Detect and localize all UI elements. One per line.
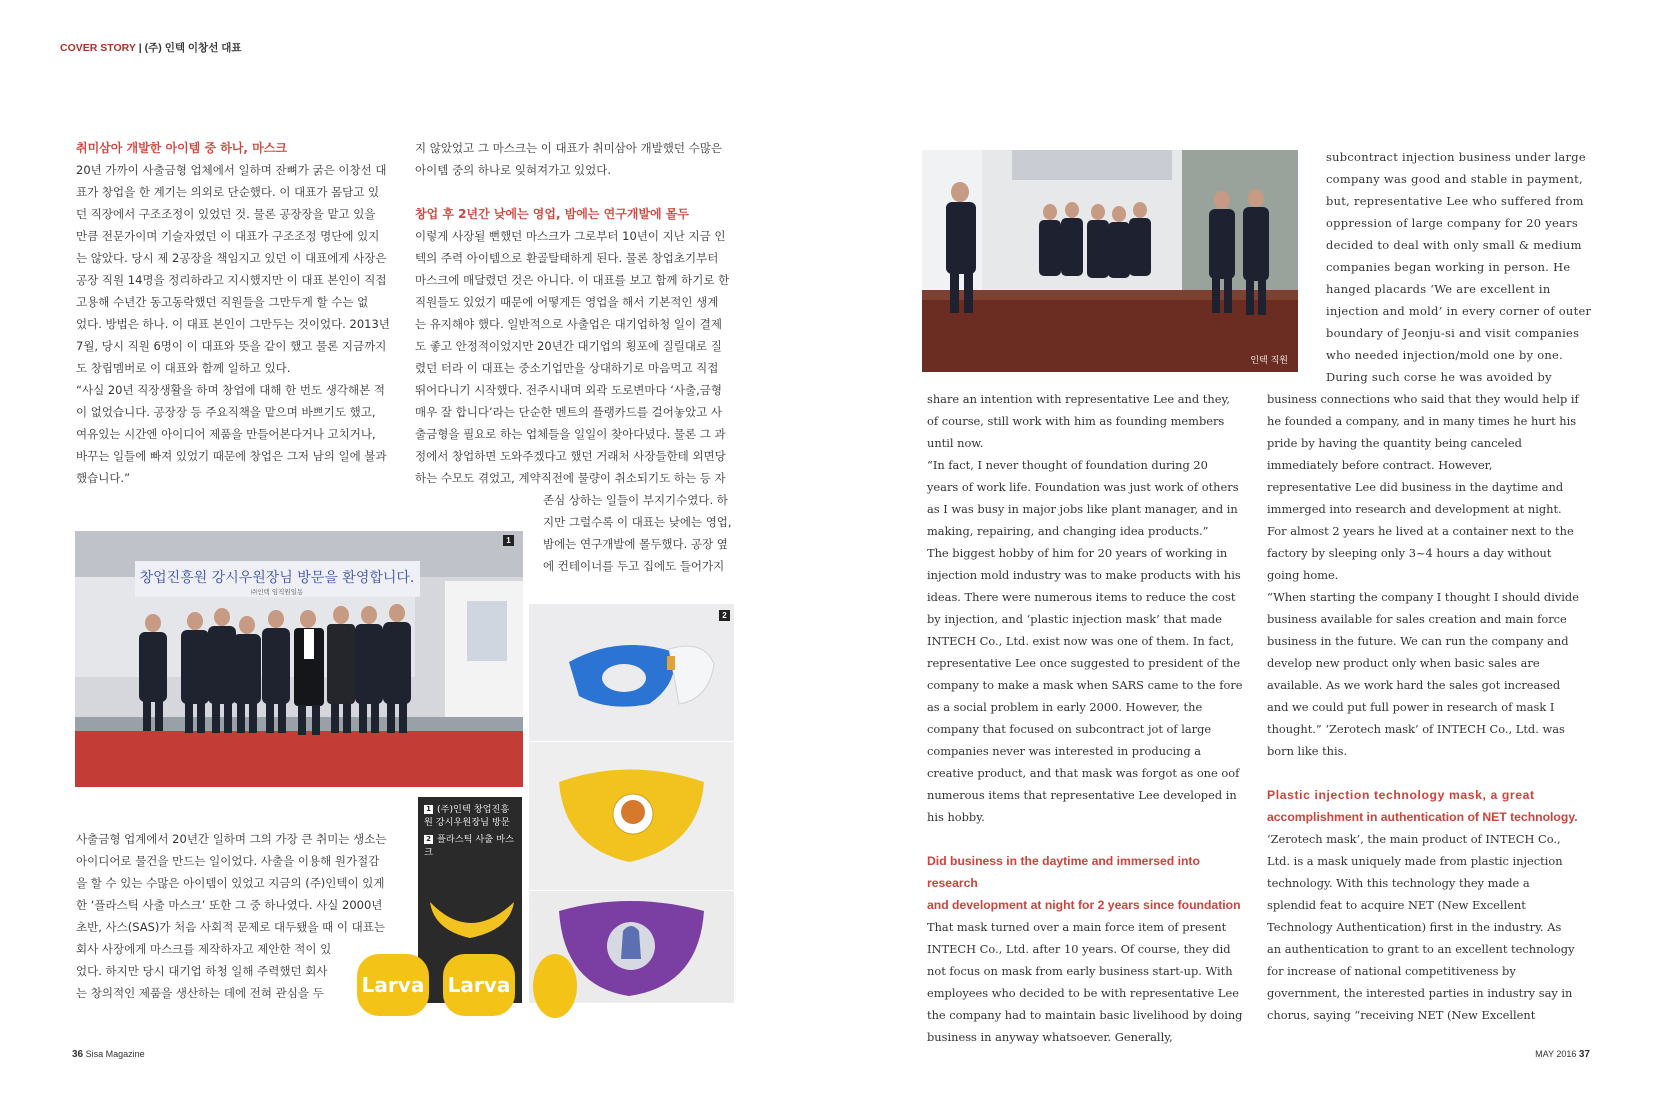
text-line: 을 할 수 있는 수많은 아이템이 있었고 지금의 (주)인텍이 있게: [76, 876, 385, 890]
photo-number-badge: 1: [503, 535, 514, 546]
text-line: going home.: [1267, 568, 1339, 582]
text-line: 회사 사장에게 마스크를 제작하자고 제안한 적이 있: [76, 942, 332, 956]
text-line: as a social problem in early 2000. However, the: [927, 700, 1203, 714]
banner-subtext: ㈜인텍 임직원일동: [250, 588, 304, 596]
text-line: For almost 2 years he lived at a container next to the: [1267, 524, 1574, 538]
text-line: 지만 그럴수록 이 대표는 낮에는 영업,: [543, 515, 732, 529]
text-line: boundary of Jeonju-si and visit companies: [1326, 326, 1580, 340]
text-line: The biggest hobby of him for 20 years of working in: [927, 546, 1228, 560]
text-line: as I was busy in major jobs like plant manager, and in: [927, 502, 1238, 516]
body-paragraph: [927, 916, 1249, 1048]
text-line: but, representative Lee who suffered from: [1326, 194, 1584, 208]
text-line: 뛰어다니기 시작했다. 전주시내며 외곽 도로변마다 ‘사출,금형: [415, 383, 722, 397]
text-line: 는 유지해야 했다. 일반적으로 사출업은 대기업하청 일이 결제: [415, 317, 722, 331]
text-line: making, repairing, and changing idea products.”: [927, 524, 1209, 538]
caption-2: 2 플라스틱 사출 마스크: [424, 834, 514, 858]
larva-logo-text: Larva: [361, 973, 425, 997]
page-number: 36: [72, 1049, 84, 1060]
text-line: he founded a company, and in many times he hurt his: [1267, 414, 1577, 428]
text-line: numerous items that representative Lee developed in: [927, 788, 1237, 802]
section-heading: Did business in the daytime and immersed into research: [927, 854, 1200, 890]
text-line: years of work life. Foundation was just work of others: [927, 480, 1239, 494]
text-line: ideas. There were numerous items to reduce the cost: [927, 590, 1236, 604]
header-subtitle: (주) 인텍 이창선 대표: [144, 42, 242, 54]
text-line: subcontract injection business under large: [1326, 150, 1586, 164]
body-paragraph: [76, 159, 396, 379]
text-line: companies never was interested in producing a: [927, 744, 1202, 758]
quote-paragraph: [927, 454, 1249, 542]
text-line: 출금형을 필요로 하는 업체들을 일일이 찾아다녔다. 물론 그 과: [415, 427, 726, 441]
text-line: injection mold industry was to make products with his: [927, 568, 1241, 582]
text-line: 이 없었습니다. 공장장 등 주요직책을 맡으며 바쁘기도 했고,: [76, 405, 376, 419]
section-heading: Plastic injection technology mask, a great: [1267, 788, 1535, 802]
text-line: an authentication to grant to an excellent technology: [1267, 942, 1575, 956]
text-line: That mask turned over a main force item of present: [927, 920, 1227, 934]
text-line: representative Lee did business in the daytime and: [1267, 480, 1564, 494]
text-line: “When starting the company I thought I should divide: [1267, 590, 1579, 604]
text-line: chorus, saying “receiving NET (New Excellent: [1267, 1008, 1536, 1022]
body-paragraph: [1326, 146, 1594, 388]
text-line: 바꾸는 일들에 빠져 있었기 때문에 창업은 그저 남의 일에 불과: [76, 449, 387, 463]
issue-date: MAY 2016: [1535, 1049, 1577, 1059]
text-line: 지 않았었고 그 마스크는 이 대표가 취미삼아 개발했던 수많은: [415, 141, 722, 155]
text-line: share an intention with representative Lee and they,: [927, 392, 1230, 406]
text-line: 아이디어로 물건을 만드는 일이었다. 사출을 이용해 원가절감: [76, 854, 380, 868]
text-line: 하는 수모도 겪었고, 계약직전에 물량이 취소되기도 하는 등 자: [415, 471, 726, 485]
larva-logo-text: Larva: [447, 973, 511, 997]
text-line: 여유있는 시간엔 아이디어 제품을 만들어본다거나 고치거나,: [76, 427, 376, 441]
section-heading-line-2: accomplishment in authentication of NET technology.: [1267, 810, 1578, 824]
text-line: 표가 창업을 한 계기는 의외로 단순했다. 이 대표가 몸담고 있: [76, 185, 380, 199]
text-line: employees who decided to be with representative Lee: [927, 986, 1239, 1000]
text-line: 마스크에 매달렸던 것은 아니다. 이 대표를 보고 함께 하기로 한: [415, 273, 730, 287]
text-line: the company had to maintain basic livelihood by doing: [927, 1008, 1243, 1022]
text-line: immediately before contract. However,: [1267, 458, 1493, 472]
photo-caption: 인텍 직원: [1250, 356, 1288, 366]
text-line: 텍의 주력 아이템으로 환골탈태하게 된다. 물론 창업초기부터: [415, 251, 719, 265]
staff-photo: [922, 150, 1298, 372]
page-number: 37: [1578, 1049, 1590, 1060]
section-label: COVER STORY: [60, 42, 136, 54]
text-line: 했습니다.”: [76, 471, 131, 485]
text-line: business in the future. We can run the company and: [1267, 634, 1569, 648]
text-line: representative Lee once suggested to president of the: [927, 656, 1241, 670]
text-line: oppression of large company for 20 years: [1326, 216, 1579, 230]
text-line: immerged into research and development at night.: [1267, 502, 1562, 516]
text-line: business connections who said that they would help if: [1267, 392, 1579, 406]
text-line: 이렇게 사장될 뻔했던 마스크가 그로부터 10년이 지난 지금 인: [415, 229, 726, 243]
text-line: until now.: [927, 436, 984, 450]
text-line: his hobby.: [927, 810, 985, 824]
text-line: 었다. 방법은 하나. 이 대표 본인이 그만두는 것이었다. 2013년: [76, 317, 390, 331]
caption-1: 1 (주)인텍 창업진흥원 강시우원장님 방문: [424, 804, 510, 828]
text-line: 도 좋고 안정적이었지만 20년간 대기업의 횡포에 질릴대로 질: [415, 339, 722, 353]
text-line: 공장 직원 14명을 정리하라고 지시했지만 이 대표 본인이 직접: [76, 273, 387, 287]
text-line: 도 창립멤버로 이 대표와 함께 일하고 있다.: [76, 361, 291, 375]
group-photo-illustration: [75, 531, 523, 787]
text-line: thought.” ‘Zerotech mask’ of INTECH Co., Ltd. was: [1267, 722, 1565, 736]
left-column-2: [415, 137, 735, 489]
text-line: 고용해 수년간 동고동락했던 직원들을 그만두게 할 수는 없: [76, 295, 369, 309]
text-line: Ltd. is a mask uniquely made from plastic injection: [1267, 854, 1563, 868]
text-line: company to make a mask when SARS came to the fore: [927, 678, 1243, 692]
text-line: “In fact, I never thought of foundation during 20: [927, 458, 1208, 472]
text-line: hanged placards ‘We are excellent in: [1326, 282, 1551, 296]
text-line: 사출금형 업계에서 20년간 일하며 그의 가장 큰 취미는 생소는: [76, 832, 387, 846]
body-paragraph: [927, 542, 1249, 828]
text-line: creative product, and that mask was forgot as one oof: [927, 766, 1240, 780]
text-line: During such corse he was avoided by: [1326, 370, 1552, 384]
text-line: splendid feat to acquire NET (New Excellent: [1267, 898, 1526, 912]
text-line: 는 창의적인 제품을 생산하는 데에 전혀 관심을 두: [76, 986, 324, 1000]
yellow-mask-photo: [529, 742, 734, 890]
quote-paragraph: [1267, 586, 1592, 762]
text-line: who needed injection/mold one by one.: [1326, 348, 1563, 362]
text-line: and we could put full power in research of mask I: [1267, 700, 1555, 714]
text-line: develop new product only when basic sales are: [1267, 656, 1540, 670]
body-paragraph: [927, 388, 1249, 454]
text-line: 아이템 중의 하나로 잊혀져가고 있었다.: [415, 163, 612, 177]
text-line: company that focused on subcontract jot of large: [927, 722, 1212, 736]
section-heading: 취미삼아 개발한 아이템 중 하나, 마스크: [76, 141, 287, 155]
staff-photo-illustration: [922, 150, 1298, 372]
body-paragraph: [76, 828, 396, 1004]
header-separator: |: [138, 42, 142, 54]
text-line: ‘Zerotech mask’, the main product of INTECH Co.,: [1267, 832, 1561, 846]
blue-mask-photo: [529, 604, 734, 741]
section-heading-line-2: and development at night for 2 years since foundation: [927, 898, 1241, 912]
body-paragraph: [1267, 388, 1592, 586]
text-line: born like this.: [1267, 744, 1348, 758]
text-line: 렸던 터라 이 대표는 중소기업만을 상대하기로 마음먹고 직접: [415, 361, 719, 375]
text-line: of course, still work with him as founding members: [927, 414, 1225, 428]
text-line: pride by having the quantity being canceled: [1267, 436, 1522, 450]
section-heading: 창업 후 2년간 낮에는 영업, 밤에는 연구개발에 몰두: [415, 207, 689, 221]
text-line: available. As we work hard the sales got increased: [1267, 678, 1561, 692]
text-line: 존심 상하는 일들이 부지기수였다. 하: [543, 493, 728, 507]
group-photo: [75, 531, 523, 787]
running-header: [60, 40, 242, 55]
text-line: government, the interested parties in industry say in: [1267, 986, 1573, 1000]
text-line: 만큼 전문가이며 기술자였던 이 대표가 구조조정 명단에 있지: [76, 229, 380, 243]
text-line: 는 않았다. 당시 제 2공장을 책임지고 있던 이 대표에게 사장은: [76, 251, 387, 265]
text-line: factory by sleeping only 3~4 hours a day without: [1267, 546, 1552, 560]
body-paragraph: [415, 225, 735, 489]
text-line: by injection, and ‘plastic injection mask’ that made: [927, 612, 1222, 626]
text-line: company was good and stable in payment,: [1326, 172, 1583, 186]
text-line: business in anyway whatsoever. Generally,: [927, 1030, 1173, 1044]
text-line: 초반, 사스(SAS)가 처음 사회적 문제로 대두됐을 때 이 대표는: [76, 920, 385, 934]
body-paragraph: [415, 137, 735, 181]
text-line: 밤에는 연구개발에 몰두했다. 공장 옆: [543, 537, 728, 551]
left-column-1: [76, 137, 396, 489]
text-line: companies began working in person. He: [1326, 260, 1571, 274]
text-line: 정에서 창업하면 도와주겠다고 했던 거래처 사장들한테 외면당: [415, 449, 726, 463]
photo-number-badge: 2: [719, 610, 730, 621]
text-line: Technology Authentication) first in the industry. As: [1267, 920, 1562, 934]
text-line: 매우 잘 합니다’라는 단순한 멘트의 플랭카드를 걸어놓았고 사: [415, 405, 722, 419]
right-footer: [1535, 1049, 1590, 1060]
text-line: 직원들도 있었기 때문에 어떻게든 영업을 해서 기본적인 생계: [415, 295, 719, 309]
left-footer: [72, 1049, 145, 1060]
text-line: injection and mold’ in every corner of outer: [1326, 304, 1592, 318]
banner-text: 창업진흥원 강시우원장님 방문을 환영합니다.: [139, 570, 415, 586]
text-line: not focus on mask from early business start-up. With: [927, 964, 1233, 978]
text-line: 한 ‘플라스틱 사출 마스크’ 또한 그 중 하나였다. 사실 2000년: [76, 898, 383, 912]
text-line: 었다. 하지만 당시 대기업 하청 일해 주력했던 회사: [76, 964, 328, 978]
text-line: business available for sales creation and main force: [1267, 612, 1567, 626]
body-paragraph: [1267, 828, 1592, 1026]
blue-mask-illustration: [529, 604, 734, 741]
quote-paragraph: [76, 379, 396, 489]
text-line: 20년 가까이 사출금형 업체에서 일하며 잔뼈가 굵은 이창선 대: [76, 163, 387, 177]
text-line: INTECH Co., Ltd. after 10 years. Of course, they did: [927, 942, 1231, 956]
text-line: 7월, 당시 직원 6명이 이 대표와 뜻을 같이 했고 물론 지금까지: [76, 339, 387, 353]
text-line: 던 직장에서 구조조정이 있었던 것. 물론 공장장을 맡고 있을: [76, 207, 376, 221]
body-paragraph: [543, 489, 738, 577]
text-line: “사실 20년 직장생활을 하며 창업에 대해 한 번도 생각해본 적: [76, 383, 385, 397]
magazine-name: Sisa Magazine: [85, 1049, 145, 1059]
yellow-mask-illustration: [529, 742, 734, 890]
text-line: INTECH Co., Ltd. exist now was one of them. In fact,: [927, 634, 1234, 648]
right-column-2: [1267, 388, 1592, 1026]
text-line: for increase of national competitiveness by: [1267, 964, 1516, 978]
text-line: decided to deal with only small & medium: [1326, 238, 1582, 252]
text-line: technology. With this technology they made a: [1267, 876, 1530, 890]
right-column-1: [927, 388, 1249, 1048]
text-line: 에 컨테이너를 두고 집에도 들어가지: [543, 559, 725, 573]
